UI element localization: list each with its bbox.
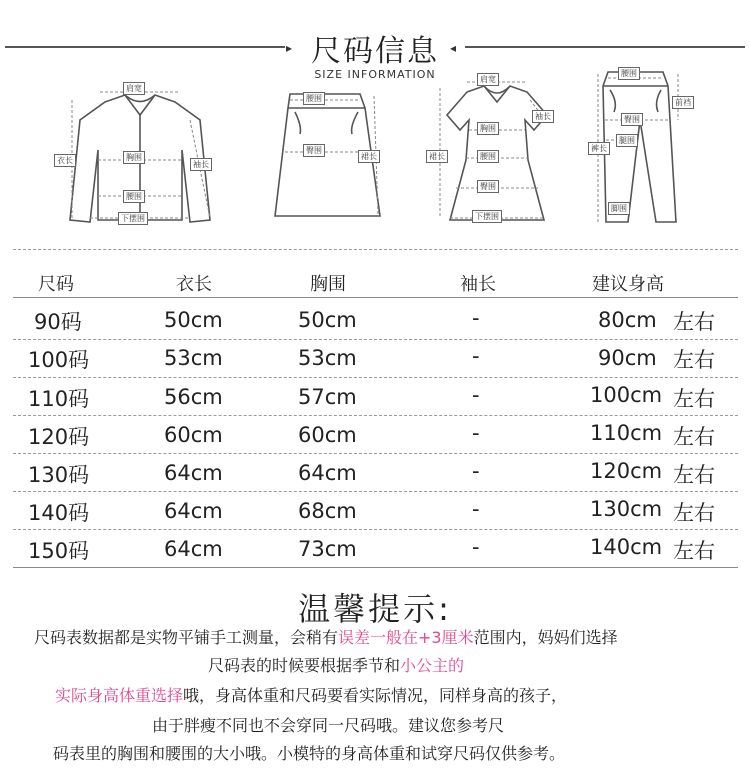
cell-size: 140码 (28, 501, 90, 525)
cell-sleeve: - (472, 421, 480, 445)
cell-size: 150码 (28, 539, 90, 563)
header-sleeve: 袖长 (460, 274, 496, 295)
cell-sleeve: - (472, 306, 480, 330)
cell-height-suffix: 左右 (673, 348, 715, 372)
cell-length: 60cm (164, 423, 223, 447)
tips-line-3 (55, 686, 567, 706)
row-divider (13, 377, 738, 378)
tips-line-2-text-a: 尺码表的时候要根据季节和 (208, 656, 401, 675)
cell-height-suffix: 左右 (673, 387, 715, 411)
skirt-label-hip: 臀围 (303, 144, 325, 157)
row-divider (13, 491, 738, 492)
cell-height: 130cm (590, 497, 663, 521)
tips-line-5: 码表里的胸围和腰围的大小哦。小模特的身高体重和试穿尺码仅供参考。 (53, 744, 566, 763)
cell-chest: 73cm (298, 537, 357, 561)
header-chest: 胸围 (310, 274, 346, 295)
cell-height: 110cm (590, 421, 663, 445)
tips-line-3-text-b: 哦，身高体重和尺码要看实际情况，同样身高的孩子， (183, 686, 568, 705)
dress-label-sleeve: 袖长 (532, 110, 554, 123)
cell-length: 53cm (164, 346, 223, 370)
pants-label-length: 裤长 (588, 142, 610, 155)
cell-height: 140cm (590, 535, 663, 559)
cell-chest: 64cm (298, 461, 357, 485)
cell-height-suffix: 左右 (673, 501, 715, 525)
pants-diagram (588, 62, 698, 232)
cell-height-suffix: 左右 (673, 463, 715, 487)
table-header-divider (13, 297, 738, 298)
tips-line-4: 由于胖瘦不同也不会穿同一尺码哦。建议您参考尺 (152, 716, 505, 735)
tips-line-1-text-b: 范围内，妈妈们选择 (473, 628, 618, 647)
tips-line-1-text-a: 尺码表数据都是实物平铺手工测量，会稍有 (34, 628, 339, 647)
cell-length: 50cm (164, 308, 223, 332)
row-divider (13, 529, 738, 530)
cell-height: 80cm (598, 308, 657, 332)
shirt-label-shoulder: 肩宽 (123, 82, 145, 95)
cell-length: 64cm (164, 461, 223, 485)
pants-label-hip: 臀围 (621, 113, 643, 126)
dress-label-hem: 下摆围 (472, 210, 502, 223)
shirt-label-hem: 下摆围 (118, 212, 148, 225)
cell-height: 90cm (598, 346, 657, 370)
skirt-label-length: 裙长 (358, 150, 380, 163)
cell-chest: 57cm (298, 385, 357, 409)
cell-height-suffix: 左右 (673, 310, 715, 334)
cell-size: 110码 (28, 387, 90, 411)
shirt-label-length: 衣长 (54, 154, 76, 167)
skirt-label-waist: 腰围 (303, 92, 325, 105)
cell-length: 56cm (164, 385, 223, 409)
dress-label-length: 裙长 (426, 150, 448, 163)
shirt-diagram (50, 80, 230, 230)
cell-height: 100cm (590, 383, 663, 407)
cell-height-suffix: 左右 (673, 539, 715, 563)
cell-sleeve: - (472, 383, 480, 407)
cell-chest: 60cm (298, 423, 357, 447)
shirt-label-waist: 腰围 (123, 190, 145, 203)
dress-label-hip: 臀围 (477, 180, 499, 193)
header-right-ornament: ◂ (450, 41, 457, 55)
cell-chest: 68cm (298, 499, 357, 523)
dress-label-waist: 腰围 (477, 150, 499, 163)
cell-sleeve: - (472, 535, 480, 559)
cell-size: 90码 (34, 310, 82, 334)
header-left-ornament: ▸ (286, 41, 293, 55)
dress-label-shoulder: 肩宽 (477, 73, 499, 86)
cell-sleeve: - (472, 344, 480, 368)
cell-chest: 53cm (298, 346, 357, 370)
row-divider (13, 339, 738, 340)
row-divider (13, 453, 738, 454)
cell-sleeve: - (472, 497, 480, 521)
page-title: 尺码信息 (311, 34, 439, 69)
tips-line-3-highlight: 实际身高体重选择 (55, 686, 184, 705)
tips-line-2-highlight: 小公主的 (400, 656, 465, 675)
cell-size: 100码 (28, 348, 90, 372)
table-top-divider (13, 249, 738, 250)
page-subtitle: SIZE INFORMATION (314, 68, 436, 81)
cell-length: 64cm (164, 499, 223, 523)
pants-label-waist: 腰围 (618, 67, 640, 80)
skirt-diagram (270, 86, 390, 226)
header-length: 衣长 (176, 274, 212, 295)
header-height: 建议身高 (592, 274, 664, 295)
cell-chest: 50cm (298, 308, 357, 332)
row-divider (13, 415, 738, 416)
cell-size: 130码 (28, 463, 90, 487)
cell-height: 120cm (590, 459, 663, 483)
pants-label-leg-opening: 脚围 (608, 202, 630, 215)
shirt-label-chest: 胸围 (123, 151, 145, 164)
cell-size: 120码 (28, 425, 90, 449)
pants-label-rise: 前裆 (672, 96, 694, 109)
cell-length: 64cm (164, 537, 223, 561)
cell-sleeve: - (472, 459, 480, 483)
dress-diagram (422, 70, 582, 230)
table-bottom-divider (13, 567, 738, 568)
tips-title: 温馨提示: (298, 590, 452, 628)
tips-line-1 (34, 628, 618, 648)
tips-line-1-highlight: 误差一般在+3厘米 (338, 628, 474, 647)
cell-height-suffix: 左右 (673, 425, 715, 449)
tips-line-2 (208, 656, 464, 676)
dress-label-chest: 胸围 (477, 122, 499, 135)
pants-label-thigh: 腿围 (616, 134, 638, 147)
header-size: 尺码 (38, 274, 74, 295)
shirt-label-sleeve: 袖长 (190, 158, 212, 171)
